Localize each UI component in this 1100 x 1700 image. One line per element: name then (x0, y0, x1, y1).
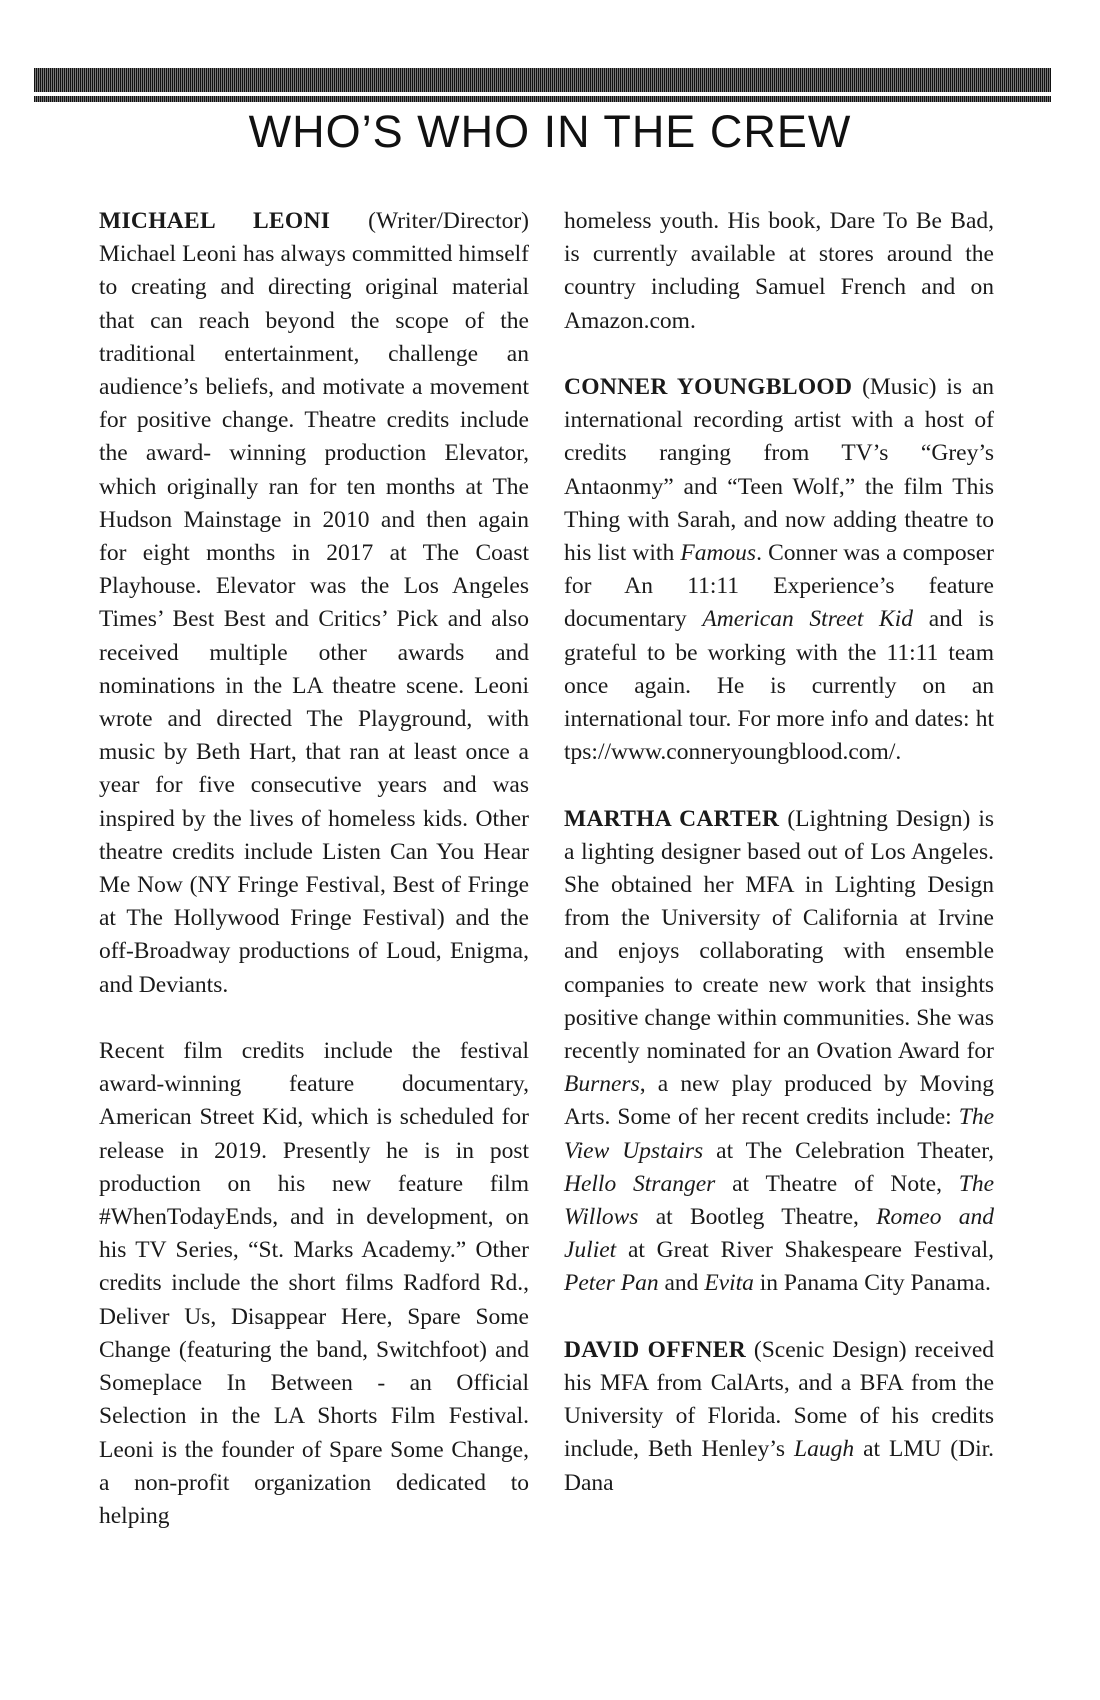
bio-text: , a new play produced by Moving Arts. Some of her recent credits include: (564, 1071, 994, 1131)
bio-text: in Panama City Panama. (759, 1270, 991, 1297)
bio-michael-leoni-end: homeless youth. His book, Dare To Be Bad, is currently available at stores around the country including Samuel French and on Amazon.com. (564, 208, 994, 334)
bio-title-italic: Evita (704, 1270, 754, 1297)
bio-title-italic: The View Upstairs (564, 1104, 994, 1164)
bio-title-italic: Burners (564, 1071, 640, 1098)
bio-david-offner (564, 1334, 994, 1500)
bio-text: at Bootleg Theatre, (655, 1204, 859, 1231)
bio-name: DAVID OFFNER (564, 1336, 747, 1363)
right-column (564, 205, 994, 1500)
header-rule-thick (34, 68, 1051, 92)
website-link[interactable]: https://www.conneryoungblood.com/. (564, 706, 994, 766)
bio-title-italic: Peter Pan (564, 1270, 659, 1297)
bio-role: (Writer/Director) (368, 208, 530, 234)
bio-martha-carter (564, 803, 994, 1301)
left-column (99, 205, 529, 1533)
bio-text: . Conner was a composer for An 11:11 Experience’s feature documentary (564, 540, 994, 633)
bio-text: and (664, 1270, 699, 1297)
bio-text: is a lighting designer based out of Los Angeles. She obtained her MFA in Lighting Design from the University of California at Irvine and enjoys collaborating with ensemble companies to create new work that insights positive change within communities. She was recently nominated for an Ovation Award for (564, 805, 995, 1065)
bio-michael-leoni (99, 205, 529, 1002)
bio-title-italic: Laugh (794, 1436, 855, 1463)
bio-name: MARTHA CARTER (564, 805, 780, 832)
bio-text: received his MFA from CalArts, and a BFA from the University of Florida. Some of his credits include, Beth Henley’s (564, 1336, 995, 1463)
bio-title-italic: Romeo and Juliet (564, 1204, 995, 1264)
bio-role: (Scenic Design) (753, 1336, 907, 1363)
bio-text: is an international recording artist with a host of credits ranging from TV’s “Grey’s Antaonmy” and “Teen Wolf,” the film This Thing with Sarah, and now adding theatre to his list with (564, 374, 994, 567)
bio-conner-youngblood (564, 371, 994, 769)
page-title: WHO’S WHO IN THE CREW (248, 106, 852, 157)
bio-title-italic: American Street Kid (702, 606, 914, 633)
bio-role: (Lightning Design) (787, 805, 971, 832)
bio-title-italic: Famous (680, 540, 757, 567)
bio-text: at Theatre of Note, (732, 1170, 942, 1197)
bio-text: at The Celebration Theater, (716, 1137, 994, 1164)
bio-text: and is grateful to be working with the 11:11 team once again. He is currently on an international tour. For more info and dates: (564, 606, 994, 733)
bio-role: (Music) (862, 374, 937, 400)
bio-michael-leoni-continued: Recent film credits include the festival award-winning feature documentary, American Street Kid, which is scheduled for release in 2019. Presently he is in post production on his new feature film #WhenTodayEnds, and in development, on his TV Series, “St. Marks Academy.” Other credits include the short films Radford Rd., Deliver Us, Disappear Here, Spare Some Change (featuring the band, Switchfoot) and Someplace In Between - an Official Selection in the LA Shorts Film Festival. Leoni is the founder of Spare Some Change, a non-profit organization dedicated to helping (99, 1038, 529, 1529)
bio-text: Michael Leoni has always committed himself to creating and directing original material that can reach beyond the scope of the traditional entertainment, challenge an audience’s beliefs, and motivate a movement for positive change. Theatre credits include the award- winning production Elevator, which originally ran for ten months at The Hudson Mainstage in 2010 and then again for eight months in 2017 at The Coast Playhouse. Elevator was the Los Angeles Times’ Best Best and Critics’ Pick and also received multiple other awards and nominations in the LA theatre scene. Leoni wrote and directed The Playground, with music by Beth Hart, that ran at least once a year for five consecutive years and was inspired by the lives of homeless kids. Other theatre credits include Listen Can You Hear Me Now (NY Fringe Festival, Best of Fringe at The Hollywood Fringe Festival) and the off-Broadway productions of Loud, Enigma, and Deviants. (99, 241, 529, 998)
bio-text: at Great River Shakespeare Festival, (627, 1237, 995, 1264)
bio-name: MICHAEL LEONI (99, 208, 331, 234)
bio-title-italic: The Willows (564, 1170, 995, 1231)
bio-title-italic: Hello Stranger (564, 1170, 716, 1197)
bio-name: CONNER YOUNGBLOOD (564, 374, 853, 400)
bio-text: at LMU (Dir. Dana (564, 1436, 995, 1496)
